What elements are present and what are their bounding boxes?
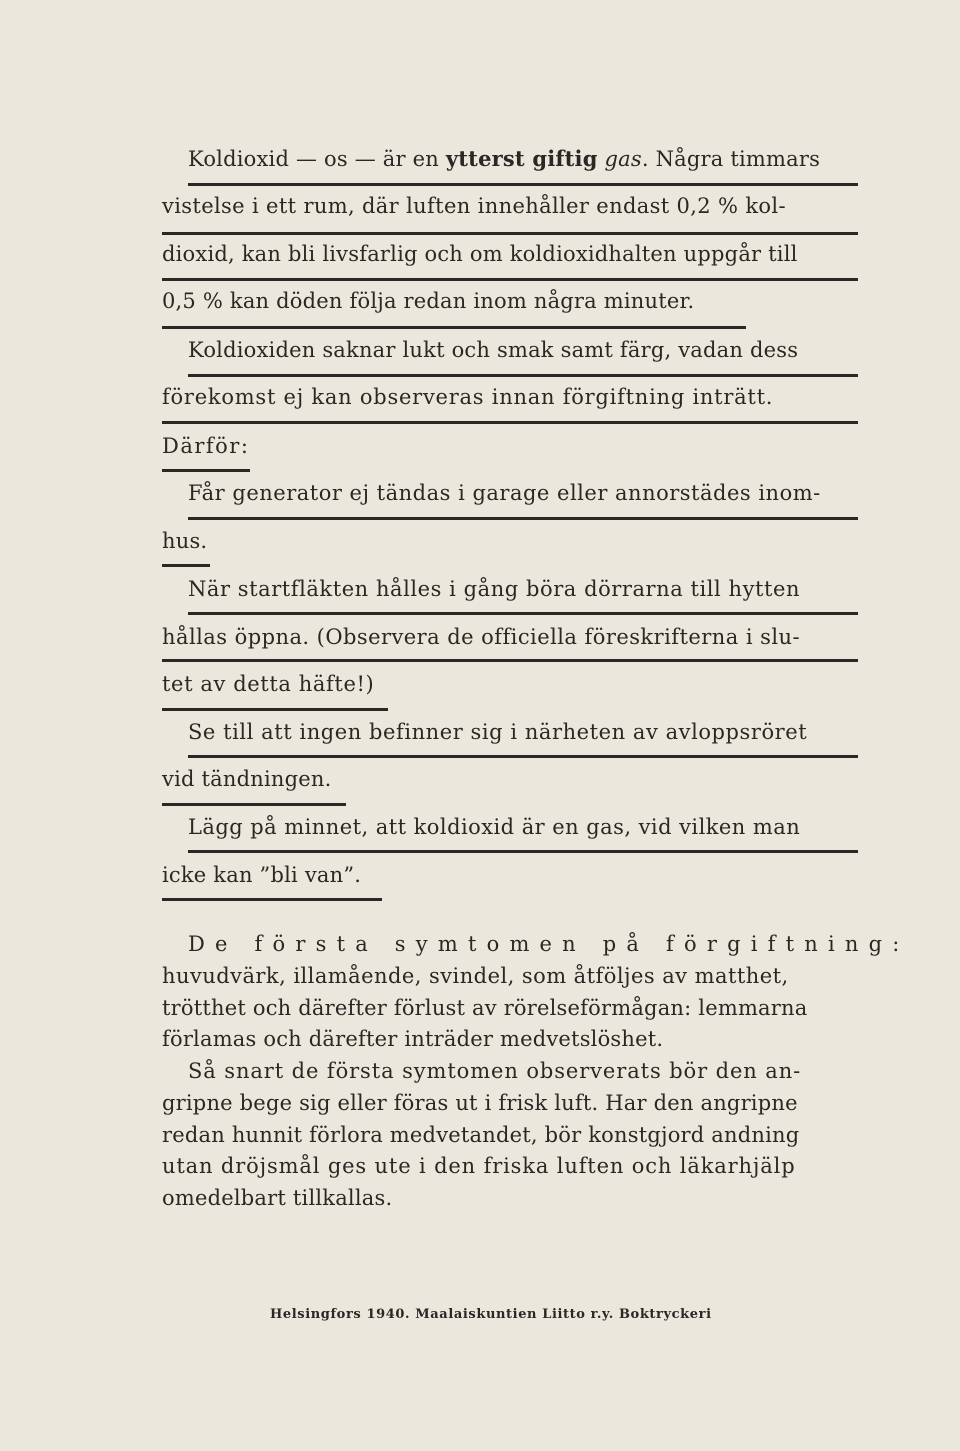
symptoms-line-3: förlamas och därefter inträder medvetslöshet. <box>162 1027 664 1051</box>
warning-line-7: Därför: <box>162 434 250 458</box>
symptoms-heading: De första symtomen på förgiftning: <box>188 932 910 956</box>
warning-line-11: hållas öppna. (Observera de officiella föreskrifterna i slu- <box>162 625 801 649</box>
warning-line-16: icke kan ”bli van”. <box>162 863 362 887</box>
symptoms-line-5: gripne bege sig eller föras ut i frisk luft. Har den angripne <box>162 1091 798 1115</box>
underline <box>162 659 858 662</box>
symptoms-line-2: trötthet och därefter förlust av rörelseförmågan: lemmarna <box>162 996 808 1020</box>
underline <box>162 803 346 806</box>
printer-imprint: Helsingfors 1940. Maalaiskuntien Liitto r.y. Boktryckeri <box>270 1307 712 1322</box>
warning-line-13: Se till att ingen befinner sig i närheten av avloppsröret <box>188 720 808 744</box>
symptoms-line-4: Så snart de första symtomen observerats bör den an- <box>188 1059 802 1083</box>
warning-line-4: 0,5 % kan döden följa redan inom några minuter. <box>162 289 695 313</box>
text-segment: Koldioxid — os — är en <box>188 147 446 171</box>
warning-line-10: När startfläkten hålles i gång böra dörrarna till hytten <box>188 577 801 601</box>
underline <box>188 183 858 186</box>
underline <box>188 517 858 520</box>
warning-line-6: förekomst ej kan observeras innan förgiftning inträtt. <box>162 385 774 409</box>
warning-line-9: hus. <box>162 529 208 553</box>
symptoms-line-1: huvudvärk, illamående, svindel, som åtföljes av matthet, <box>162 964 789 988</box>
warning-line-5: Koldioxiden saknar lukt och smak samt färg, vadan dess <box>188 338 799 362</box>
underline <box>162 421 858 424</box>
emphasis-text: ytterst giftig <box>445 146 598 171</box>
underline <box>162 326 746 329</box>
underline <box>188 374 858 377</box>
symptoms-line-8: omedelbart tillkallas. <box>162 1186 393 1210</box>
underline <box>162 898 382 901</box>
warning-line-1 <box>188 146 820 172</box>
symptoms-line-7: utan dröjsmål ges ute i den friska luften och läkarhjälp <box>162 1154 796 1178</box>
underline <box>162 232 858 235</box>
warning-line-3: dioxid, kan bli livsfarlig och om koldioxidhalten uppgår till <box>162 242 798 266</box>
warning-line-2: vistelse i ett rum, där luften innehåller endast 0,2 % kol- <box>162 194 786 218</box>
underline <box>188 612 858 615</box>
text-segment: . Några timmars <box>641 147 821 171</box>
underline <box>188 850 858 853</box>
warning-line-12: tet av detta häfte!) <box>162 672 375 696</box>
symptoms-line-6: redan hunnit förlora medvetandet, bör konstgjord andning <box>162 1123 800 1147</box>
italic-text: gas <box>597 147 642 171</box>
warning-line-15: Lägg på minnet, att koldioxid är en gas, vid vilken man <box>188 815 801 839</box>
underline <box>188 755 858 758</box>
underline <box>162 708 388 711</box>
underline <box>162 278 858 281</box>
underline <box>162 469 250 472</box>
warning-line-14: vid tändningen. <box>162 767 332 791</box>
warning-line-8: Får generator ej tändas i garage eller annorstädes inom- <box>188 481 821 505</box>
underline <box>162 564 210 567</box>
